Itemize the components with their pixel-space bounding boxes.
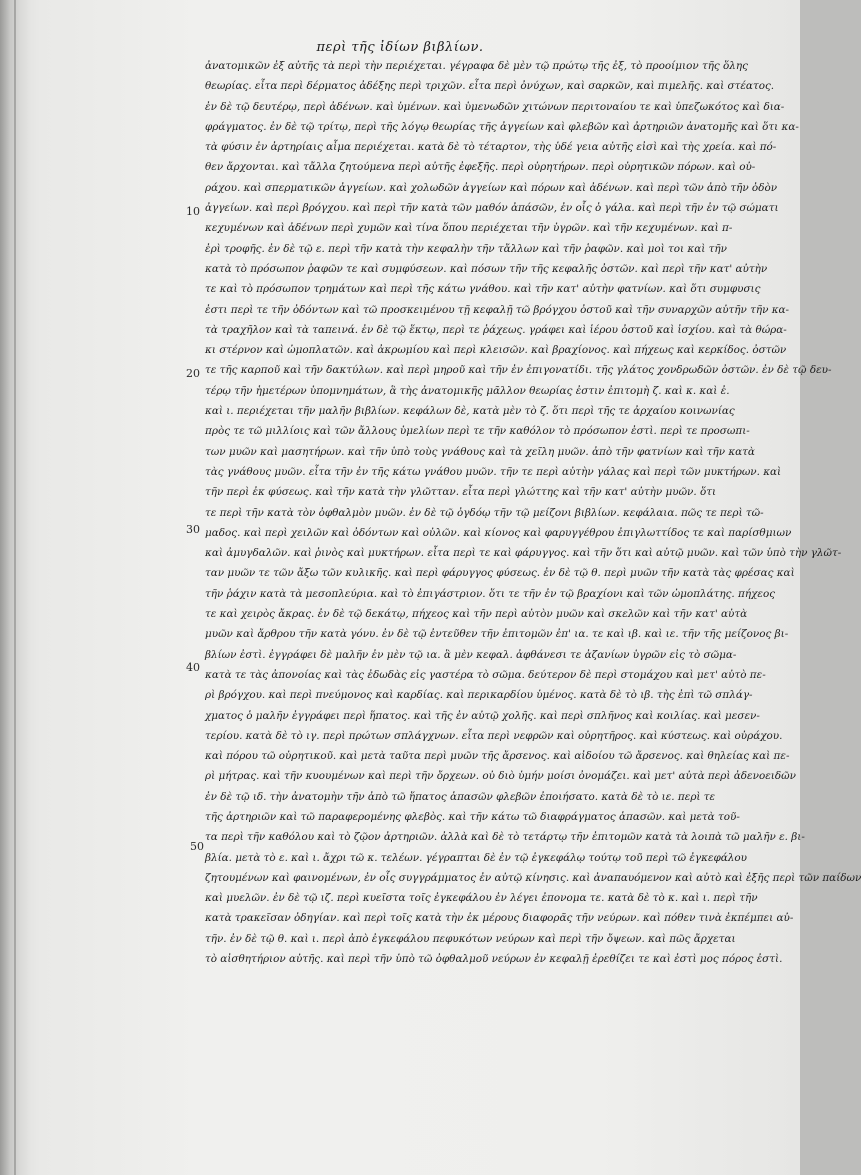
text-line: τῆν ῥάχιν κατὰ τὰ μεσοπλεύρια. καὶ τὸ ἐπιγάστριον. ὅτι τε τῆν ἐν τῷ βραχίονι καὶ τῶν ὠμοπλάτης. πήχεος xyxy=(205,587,776,600)
text-line: κατὰ τρακεῖσαν ὁδηγίαν. καὶ περὶ τοῖς κατὰ τὴν ἐκ μέρους διαφορᾶς τῆν νεύρων. καὶ πόθεν τινὰ ἐκπέμπει αὐ- xyxy=(205,912,794,925)
text-line: ταν μυῶν τε τῶν ἄξω τῶν κυλικῆς. καὶ περὶ φάρυγγος φύσεως. ἐν δὲ τῷ θ. περὶ μυῶν τῆν κατὰ τὰς φρέσας καὶ xyxy=(205,567,795,580)
text-line: τα περὶ τῆν καθόλου καὶ τὸ ζῷον ἀρτηριῶν. ἀλλὰ καὶ δὲ τὸ τετάρτῳ τῆν ἐπιτομῶν κατὰ τὰ λοιπὰ τῶ μαλῆν ε. βι- xyxy=(205,831,805,844)
text-line: κεχυμένων καὶ ἀδένων περὶ χυμῶν καὶ τίνα ὅπου περιέχεται τῆν ὑγρῶν. καὶ τῆν κεχυμένων. καὶ π- xyxy=(205,222,733,235)
text-line: φράγματος. ἐν δὲ τῷ τρίτῳ, περὶ τῆς λόγῳ θεωρίας τῆς ἀγγείων καὶ φλεβῶν καὶ ἀρτηριῶν ἀνατομῆς καὶ ὅτι κα- xyxy=(205,120,799,133)
line-number-20: 20 xyxy=(186,367,200,380)
text-line: τῆν περὶ ἐκ φύσεως. καὶ τῆν κατὰ τὴν γλῶτταν. εἶτα περὶ γλώττης καὶ τῆν κατ' αὐτὴν μυῶν. ὅτι xyxy=(205,486,717,499)
text-line: ρὶ μήτρας. καὶ τῆν κυουμένων καὶ περὶ τῆν ὄρχεων. οὐ διὸ ὑμήν μοίσι ὀνομάζει. καὶ μετ' αὐτὰ περὶ ἀδενοειδῶν xyxy=(205,770,796,783)
text-line: ἐστι περὶ τε τῆν ὀδόντων καὶ τῶ προσκειμένου τῇ κεφαλῇ τῶ βρόγχου ὀστοῦ καὶ τῆν συναρχῶν αὐτῆν τῆν κα- xyxy=(205,303,790,316)
text-line: ρὶ βρόγχου. καὶ περὶ πνεύμονος καὶ καρδίας. καὶ περικαρδίου ὑμένος. κατὰ δὲ τὸ ιβ. τὴς ἐπὶ τῶ σπλάγ- xyxy=(205,689,753,702)
text-line: μαδος. καὶ περὶ χειλῶν καὶ ὀδόντων καὶ οὐλῶν. καὶ κίονος καὶ φαρυγγέθρου ἐπιγλωττίδος τε καὶ παρίσθμιων xyxy=(205,526,792,539)
text-line: ἀνατομικῶν ἐξ αὐτῆς τὰ περὶ τὴν περιέχεται. γέγραφα δὲ μὲν τῷ πρώτῳ τῆς ἐξ, τὸ προοίμιον τῆς ὅλης xyxy=(205,60,748,72)
text-line: τῆς ἀρτηριῶν καὶ τῶ παραφερομένης φλεβὸς. καὶ τῆν κάτω τῶ διαφράγματος ἁπασῶν. καὶ μετὰ τοῦ- xyxy=(205,810,740,823)
line-number-10: 10 xyxy=(186,205,200,218)
text-line: τὰ φύσιν ἐν ἀρτηρίαις αἷμα περιέχεται. κατὰ δὲ τὸ τέταρτον, τὴς ὑδέ γεια αὐτῆς εἰσὶ καὶ τὴς χρεία. καὶ πό- xyxy=(205,141,777,154)
line-number-30: 30 xyxy=(186,523,200,536)
text-line: τε καὶ χειρὸς ἄκρας. ἐν δὲ τῷ δεκάτῳ, πήχεος καὶ τῆν περὶ αὐτὸν μυῶν καὶ σκελῶν καὶ τῆν κατ' αὐτὰ xyxy=(205,608,748,621)
greek-text-block xyxy=(205,56,861,969)
line-number-50: 50 xyxy=(190,840,204,853)
text-line: βλία. μετὰ τὸ ε. καὶ ι. ἄχρι τῶ κ. τελέων. γέγραπται δὲ ἐν τῷ ἐγκεφάλῳ τούτῳ τοῦ περὶ τῶ ἐγκεφάλου xyxy=(205,851,747,864)
text-line: καὶ πόρου τῶ οὐρητικοῦ. καὶ μετὰ ταῦτα περὶ μυῶν τῆς ἄρσενος. καὶ αἰδοίου τῶ ἄρσενος. καὶ θηλείας καὶ πε- xyxy=(205,750,790,763)
text-line: θεωρίας. εἶτα περὶ δέρματος ἀδέξης περὶ τριχῶν. εἶτα περὶ ὀνύχων, καὶ σαρκῶν, καὶ πιμελῆς. καὶ στέατος. xyxy=(205,80,775,93)
text-line: καὶ ι. περιέχεται τῆν μαλῆν βιβλίων. κεφάλων δὲ, κατὰ μὲν τὸ ζ. ὅτι περὶ τῆς τε ἀρχαίου κοινωνίας xyxy=(205,405,735,418)
text-line: καὶ ἀμυγδαλῶν. καὶ ῥινὸς καὶ μυκτήρων. εἶτα περὶ τε καὶ φάρυγγος. καὶ τῆν ὅτι καὶ αὐτῷ μυῶν. καὶ τῶν ὑπὸ τὴν γλῶτ- xyxy=(205,547,842,560)
text-line: κι στέρνον καὶ ὠμοπλατῶν. καὶ ἀκρωμίου καὶ περὶ κλεισῶν. καὶ βραχίονος. καὶ πήχεως καὶ κερκίδος. ὀστῶν xyxy=(205,344,787,357)
binding-gutter-line xyxy=(14,0,16,1175)
text-line: βλίων ἐστὶ. ἐγγράφει δὲ μαλῆν ἐν μὲν τῷ ια. ἃ μὲν κεφαλ. ἀφθάνεσι τε ἀζανίων ὑγρῶν εἰς τὸ σῶμα- xyxy=(205,648,737,661)
line-number-40: 40 xyxy=(186,661,200,674)
text-line: ράχου. καὶ σπερματικῶν ἀγγείων. καὶ χολωδῶν ἀγγείων καὶ πόρων καὶ ἀδένων. καὶ περὶ τῶν ἀπὸ τῆν ὀδὸν xyxy=(205,181,778,194)
text-line: τὰς γνάθους μυῶν. εἶτα τῆν ἐν τῆς κάτω γνάθου μυῶν. τῆν τε περὶ αὐτὴν γάλας καὶ περὶ τῶν μυκτήρων. καὶ xyxy=(205,465,782,478)
text-line: πρὸς τε τῶ μιλλίοις καὶ τῶν ἄλλους ὑμελίων περὶ τε τῆν καθόλον τὸ πρόσωπον ἐστὶ. περὶ τε προσωπι- xyxy=(205,425,750,438)
text-line: τερίου. κατὰ δὲ τὸ ιγ. περὶ πρώτων σπλάγχνων. εἶτα περὶ νεφρῶν καὶ οὐρητῆρος. καὶ κύστεως. καὶ οὐράχου. xyxy=(205,729,783,742)
text-line: τῆν. ἐν δὲ τῷ θ. καὶ ι. περὶ ἀπὸ ἐγκεφάλου πεφυκότων νεύρων καὶ περὶ τῆν ὄψεων. καὶ πῶς ἄρχεται xyxy=(205,932,736,945)
text-line: τέρῳ τῆν ἡμετέρων ὑπομνημάτων, ἃ τὴς ἀνατομικῆς μᾶλλον θεωρίας ἐστιν ἐπιτομὴ ζ. καὶ κ. καὶ ἐ. xyxy=(205,384,730,397)
text-line: ἐν δὲ τῷ ιδ. τὴν ἀνατομὴν τῆν ἀπὸ τῶ ἥπατος ἁπασῶν φλεβῶν ἐποιήσατο. κατὰ δὲ τὸ ιε. περὶ τε xyxy=(205,790,716,803)
text-line: τὰ τραχῆλον καὶ τὰ ταπεινά. ἐν δὲ τῷ ἕκτῳ, περὶ τε ῥάχεως. γράφει καὶ ἱέρου ὀστοῦ καὶ ἰσχίου. καὶ τὰ θώρα- xyxy=(205,323,787,336)
text-line: τε τῆς καρποῦ καὶ τῆν δακτύλων. καὶ περὶ μηροῦ καὶ τῆν ἐν ἐπιγονατίδι. τῆς γλάτος χονδρωδῶν ὀστῶν. ἐν δὲ τῷ δευ- xyxy=(205,364,832,377)
text-line: κατὰ τὸ πρόσωπον ῥαφῶν τε καὶ συμφύσεων. καὶ πόσων τῆν τῆς κεφαλῆς ὀστῶν. καὶ περὶ τῆν κατ' αὐτὴν xyxy=(205,262,768,275)
text-line: τὸ αἰσθητήριον αὐτῆς. καὶ περὶ τῆν ὑπὸ τῶ ὀφθαλμοῦ νεύρων ἐν κεφαλῇ ἐρεθίζει τε καὶ ἐστὶ μος πόρος ἐστὶ. xyxy=(205,953,783,966)
text-line: θεν ἄρχονται. καὶ τἄλλα ζητούμενα περὶ αὐτῆς ἐφεξῆς. περὶ οὐρητήρων. περὶ οὐρητικῶν πόρων. καὶ οὐ- xyxy=(205,161,756,174)
text-line: καὶ μυελῶν. ἐν δὲ τῷ ιζ. περὶ κυεῖστα τοῖς ἐγκεφάλου ἐν λέγει ἐπονομα τε. κατὰ δὲ τὸ κ. καὶ ι. περὶ τῆν xyxy=(205,892,758,905)
text-line: τε περὶ τῆν κατὰ τὸν ὀφθαλμὸν μυῶν. ἐν δὲ τῷ ὀγδόῳ τῆν τῷ μείζονι βιβλίων. κεφάλαια. πῶς τε περὶ τῶ- xyxy=(205,506,764,519)
text-line: ἐν δὲ τῷ δευτέρῳ, περὶ ἀδένων. καὶ ὑμένων. καὶ ὑμενωδῶν χιτώνων περιτοναίου τε καὶ ὑπεζωκότος καὶ δια- xyxy=(205,100,785,113)
text-line: ζητουμένων καὶ φαινομένων, ἐν οἷς συγγράμματος ἐν αὐτῷ κίνησις. καὶ ἀναπαυόμενον καὶ αὐτὸ καὶ ἐξῆς περὶ τῶν παίδων xyxy=(205,871,861,884)
text-line: ἐρὶ τροφῆς. ἐν δὲ τῷ ε. περὶ τῆν κατὰ τὴν κεφαλὴν τῆν τἄλλων καὶ τῆν ῥαφῶν. καὶ μοὶ τοι καὶ τῆν xyxy=(205,242,727,255)
text-line: ἀγγείων. καὶ περὶ βρόγχου. καὶ περὶ τῆν κατὰ τῶν μαθόν ἀπάσῶν, ἐν οἷς ὁ γάλα. καὶ περὶ τῆν ἐν τῷ σώματι xyxy=(205,202,779,215)
text-line: μυῶν καὶ ἄρθρου τῆν κατὰ γόνυ. ἐν δὲ τῷ ἐντεῦθεν τῆν ἐπιτομῶν ἐπ' ια. τε καὶ ιβ. καὶ ιε. τῆν τῆς μείζονος βι- xyxy=(205,628,789,641)
text-line: χματος ὁ μαλῆν ἐγγράφει περὶ ἥπατος. καὶ τῆς ἐν αὐτῷ χολῆς. καὶ περὶ σπλῆνος καὶ κοιλίας. καὶ μεσεν- xyxy=(205,709,760,722)
text-line: κατὰ τε τὰς ἀπονοίας καὶ τὰς ἐδωδὰς εἰς γαστέρα τὸ σῶμα. δεύτερον δὲ περὶ στομάχου καὶ μετ' αὐτὸ πε- xyxy=(205,668,766,681)
running-head: περὶ τῆς ἰδίων βιβλίων. xyxy=(316,40,484,55)
text-line: των μυῶν καὶ μασητήρων. καὶ τῆν ὑπὸ τοὺς γνάθους καὶ τὰ χεῖλη μυῶν. ἀπὸ τῆν φατνίων καὶ τῆν κατὰ xyxy=(205,445,755,458)
text-line: τε καὶ τὸ πρόσωπον τρημάτων καὶ περὶ τῆς κάτω γνάθου. καὶ τῆν κατ' αὐτὴν φατνίων. καὶ ὅτι συμφυσις xyxy=(205,283,761,296)
